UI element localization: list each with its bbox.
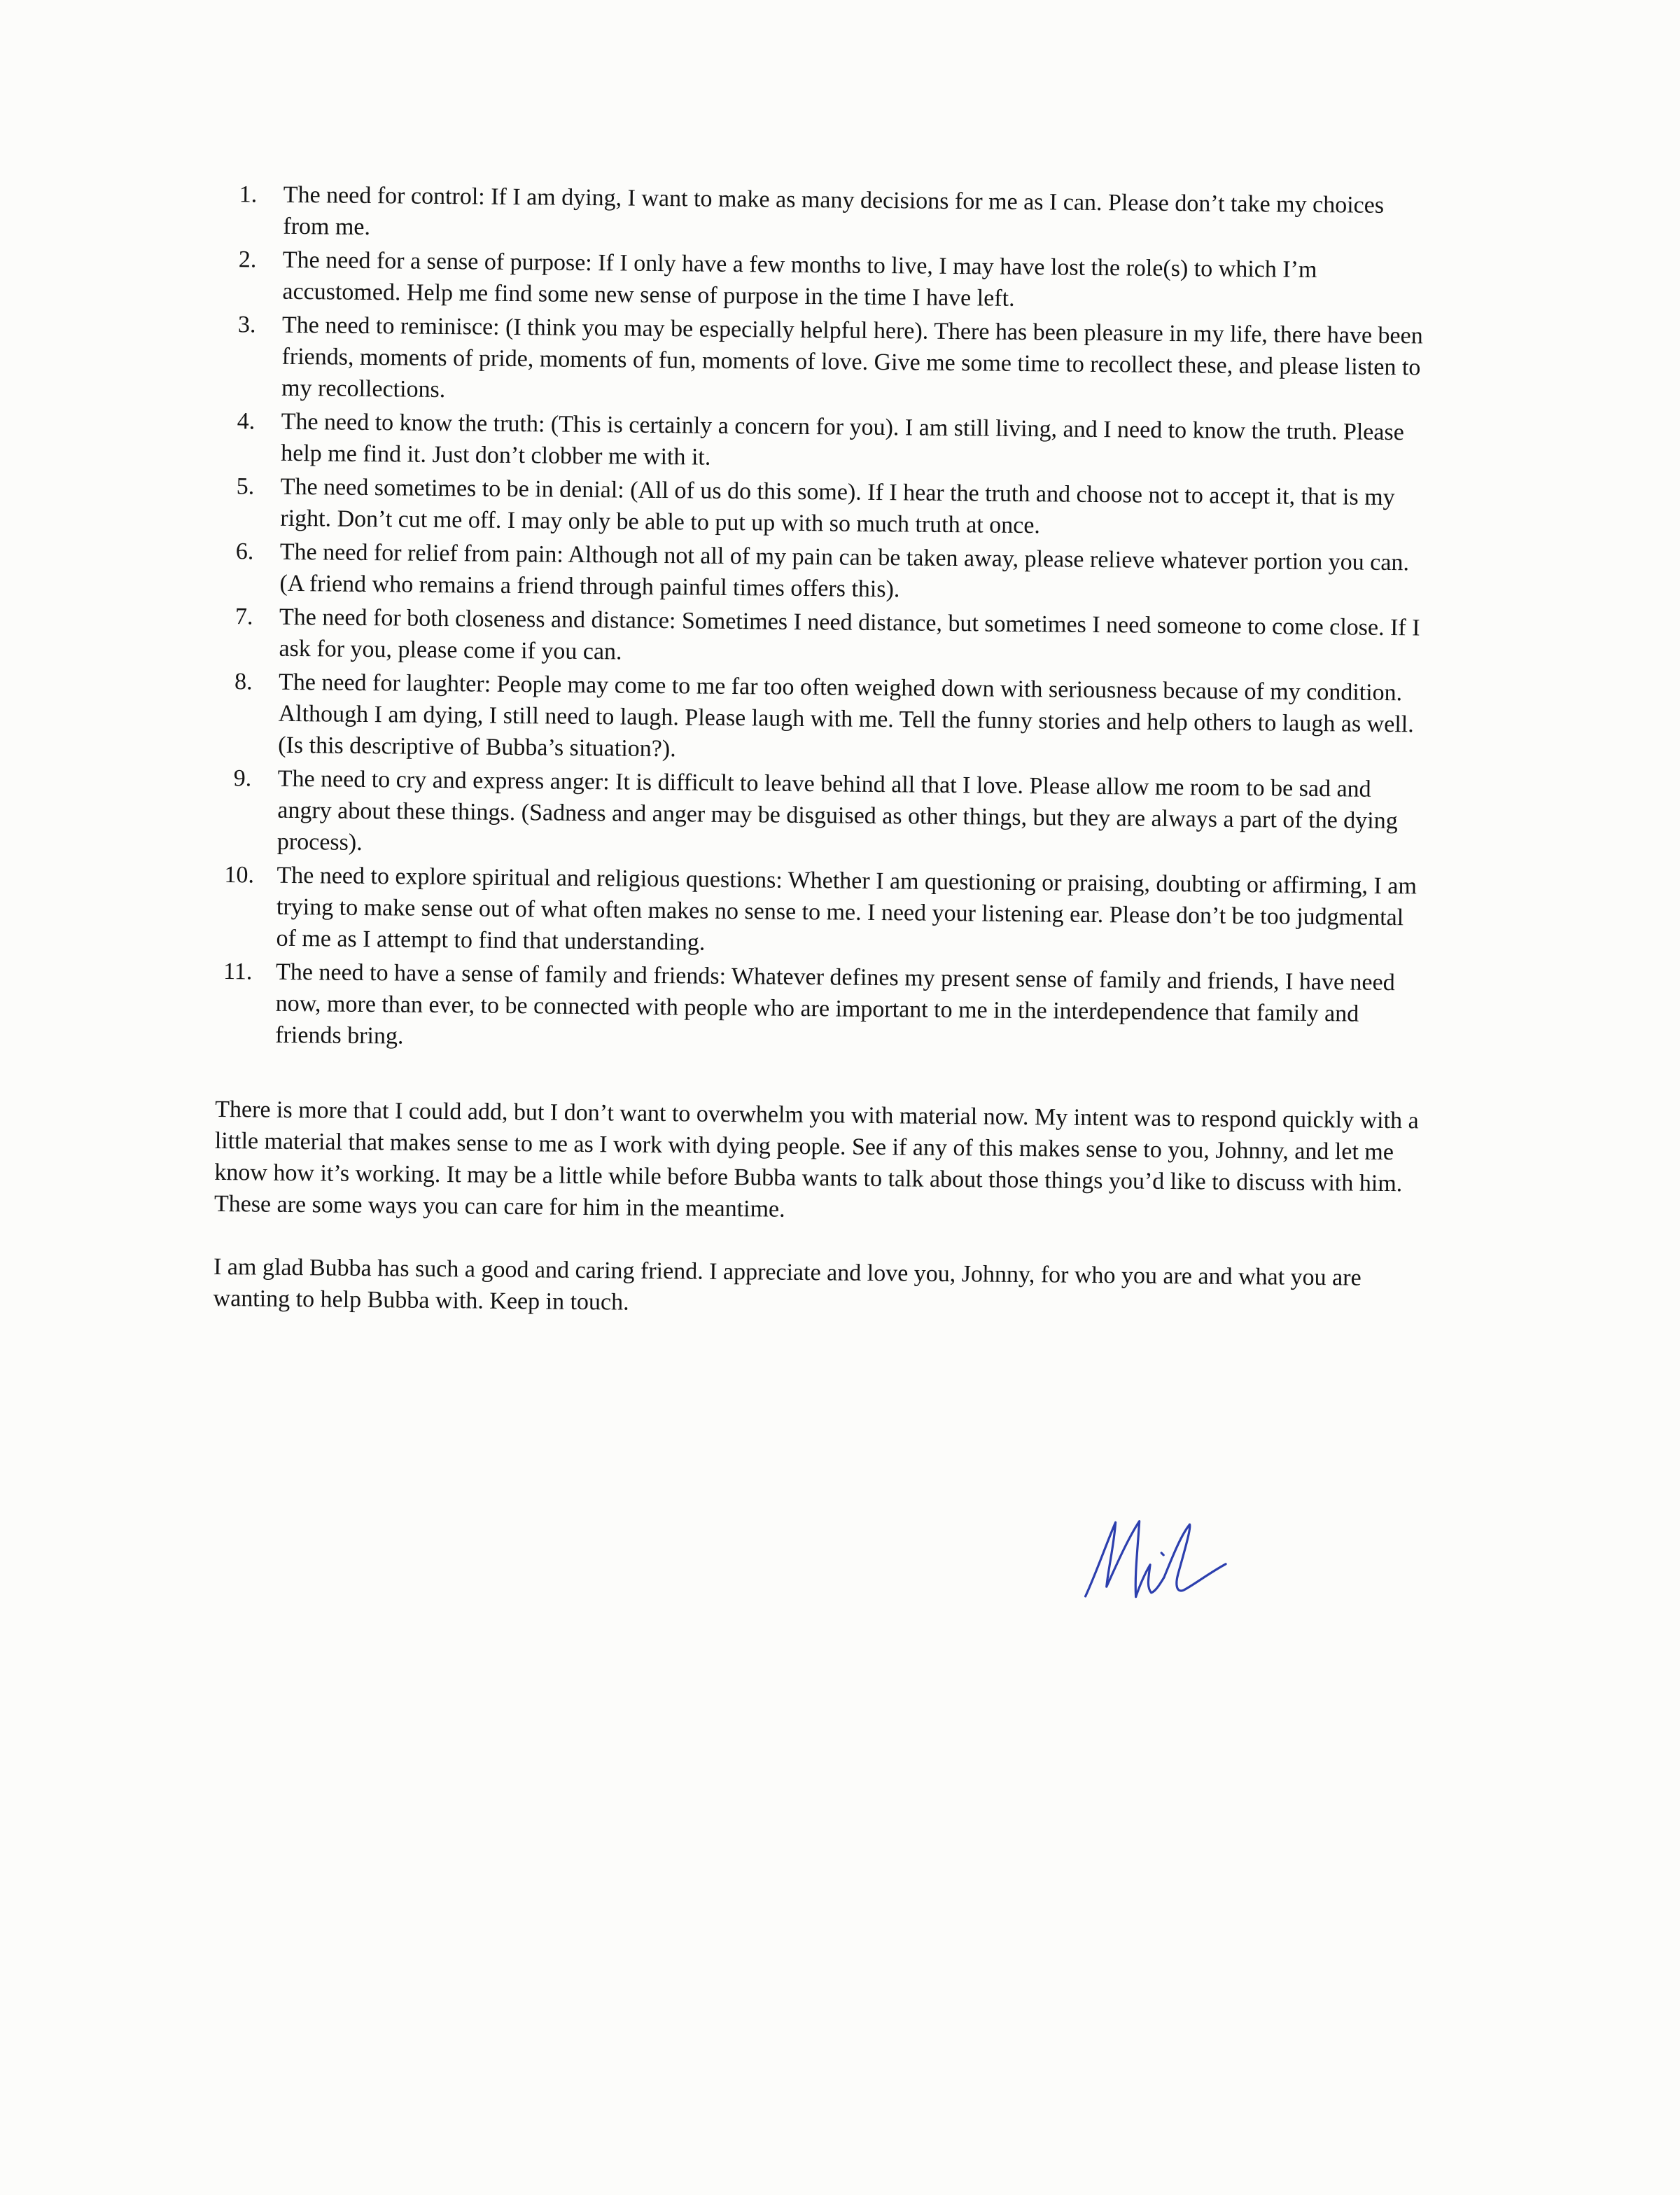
- list-number: 1.: [239, 181, 258, 208]
- list-text: The need for control: If I am dying, I want to make as many decisions for me as I can. Please don’t take my choices from me.: [283, 181, 1385, 241]
- handwritten-signature: [1079, 1514, 1240, 1606]
- list-number: 8.: [234, 669, 253, 695]
- list-number: 2.: [238, 246, 257, 273]
- closing-paragraph: There is more that I could add, but I don’t want to overwhelm you with material now. My intent was to respond quickly with a little material that makes sense to me as I work with dying people. See if any of this makes sense to you, Johnny, and let me know how it’s working. It may be a little while before Bubba wants to talk about those things you’d like to discuss with him. These are some ways you can care for him in the meantime.: [214, 1096, 1419, 1222]
- list-text: The need sometimes to be in denial: (All of us do this some). If I hear the truth and choose not to accept it, that is my right. Don’t cut me off. I may only be able to put up with so much truth at once.: [280, 473, 1395, 539]
- farewell-paragraph: I am glad Bubba has such a good and caring friend. I appreciate and love you, Johnny, for who you are and what you are wanting to help Bubba with. Keep in touch.: [213, 1253, 1362, 1316]
- list-number: 11.: [223, 959, 253, 985]
- list-text: The need to reminisce: (I think you may be especially helpful here). There has been pleasure in my life, there have been friends, moments of pride, moments of fun, moments of love. Give me some time to recollect these, and please listen to my recollections.: [281, 312, 1423, 403]
- list-text: The need for both closeness and distance: Sometimes I need distance, but sometimes I need someone to come close. If I ask for you, please come if you can.: [279, 604, 1420, 665]
- list-item: [219, 601, 1431, 676]
- list-item: [218, 666, 1430, 772]
- list-text: The need for relief from pain: Although not all of my pain can be taken away, please relieve whatever portion you can. (A friend who remains a friend through painful times offers this).: [279, 538, 1410, 603]
- list-number: 5.: [236, 473, 255, 500]
- list-number: 6.: [235, 538, 254, 565]
- letter-body: [213, 179, 1434, 1326]
- list-item: [216, 859, 1428, 966]
- list-item: [223, 244, 1434, 319]
- list-item: [223, 179, 1435, 253]
- list-number: 10.: [224, 862, 255, 889]
- list-text: The need to cry and express anger: It is difficult to leave behind all that I love. Please allow me room to be sad and angry about these things. (Sadness and anger may be disguised as other things, but they are always a part of the dying process).: [276, 765, 1398, 856]
- list-text: The need to have a sense of family and friends: Whatever defines my present sense of family and friends, I have need now, more than ever, to be connected with people who are important to me in the interdependence that family and friends bring.: [275, 959, 1395, 1050]
- list-item: [221, 405, 1433, 480]
- list-text: The need for laughter: People may come to me far too often weighed down with seriousness because of my condition. Although I am dying, I still need to laugh. Please laugh with me. Tell the funny stories and help others to laugh as well. (Is this descriptive of Bubba’s situation?).: [278, 669, 1414, 762]
- list-number: 7.: [234, 604, 253, 630]
- list-number: 9.: [233, 765, 252, 792]
- list-text: The need to know the truth: (This is certainly a concern for you). I am still living, and I need to know the truth. Please help me find it. Just don’t clobber me with it.: [281, 408, 1404, 471]
- list-item: [220, 471, 1432, 545]
- list-number: 4.: [237, 408, 255, 435]
- list-item: [216, 956, 1427, 1062]
- list-item: [220, 536, 1432, 611]
- list-text: The need to explore spiritual and religious questions: Whether I am questioning or praising, doubting or affirming, I am trying to make sense out of what often makes no sense to me. I need your listening ear. Please don’t be too judgmental of me as I attempt to find that understanding.: [276, 862, 1418, 956]
- list-item: [222, 309, 1434, 415]
- list-text: The need for a sense of purpose: If I only have a few months to live, I may have lost the role(s) to which I’m accustomed. Help me find some new sense of purpose in the time I have left.: [282, 246, 1317, 312]
- list-number: 3.: [237, 312, 256, 338]
- needs-list: [216, 179, 1435, 1062]
- list-item: [218, 762, 1429, 869]
